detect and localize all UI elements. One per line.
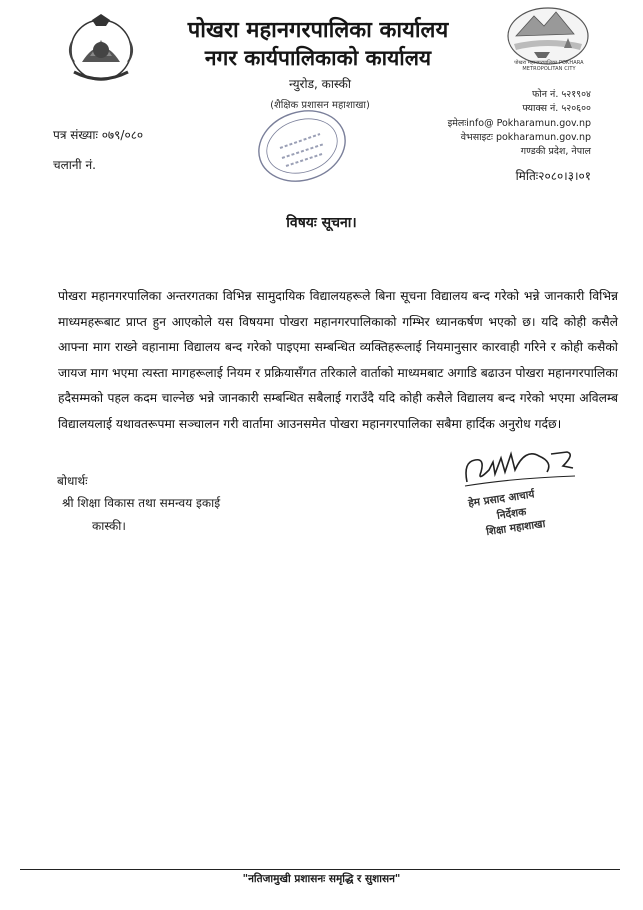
office-stamp-icon [250, 108, 350, 184]
letter-date: मितिः२०८०।३।०१ [515, 169, 591, 183]
nepal-emblem-icon [62, 12, 140, 86]
office-location: न्युरोड, कास्की [289, 77, 351, 91]
signatory-department: शिक्षा महाशाखा [485, 517, 547, 539]
office-title: नगर कार्यपालिकाको कार्यालय [204, 45, 432, 70]
cc-recipient: श्री शिक्षा विकास तथा समन्वय इकाई [62, 496, 221, 510]
email-address: इमेलःinfo@ Pokharamun.gov.np [447, 118, 591, 129]
signatory-name: हेम प्रसाद आचार्य [467, 488, 536, 510]
footer-divider [20, 869, 620, 870]
province-name: गण्डकी प्रदेश, नेपाल [520, 146, 591, 157]
cc-recipient-location: कास्की। [92, 519, 126, 533]
footer-slogan: "नतिजामुखी प्रशासनः समृद्धि र सुशासन" [242, 873, 401, 885]
branch-name: (शैक्षिक प्रशासन महाशाखा) [270, 100, 370, 111]
letter-number: पत्र संख्याः ०७९/०८० [53, 128, 144, 142]
website-address: वेभसाइटः pokharamun.gov.np [460, 132, 591, 143]
letter-body: पोखरा महानगरपालिका अन्तरगतका विभिन्न सामुदायिक विद्यालयहरूले बिना सूचना विद्यालय बन्द गरेको भन्ने जानकारी विभिन्न माध्यमहरूबाट प्राप्त हुन आएकोले यस विषयमा पोखरा महानगरपालिकाको गम्भिर ध्यानकर्षण भएको छ। यदि कोही कसैले आफ्ना माग राख्ने वहानामा विद्यालय बन्द गरेको पाइएमा सम्बन्धित व्यक्तिहरूलाई नियमानुसार कारवाही गरिने र कोही कसैको जायज माग भएमा त्यस्ता मागहरूलाई नियम र प्रक्रियासँगत तरिकाले वार्ताको माध्यमबाट अगाडि बढाउन पोखरा महानगरपालिका हदैसम्मको पहल कदम चाल्नेछ भन्ने जानकारी सम्बन्धित सबैलाई गराउँदै यदि कोही कसैले विद्यालय बन्द गरेको भएमा अविलम्ब विद्यालयलाई यथावतरूपमा सञ्चालन गरी वार्तामा आउनसमेत पोखरा महानगरपालिका सबैमा हार्दिक अनुरोध गर्दछ। [58, 289, 618, 431]
city-logo-caption: पोखरा महानगरपालिका POKHARA METROPOLITAN CITY [514, 60, 584, 72]
signatory-title: निर्देशक [496, 506, 528, 522]
letter-subject: विषयः सूचना। [286, 215, 357, 231]
dispatch-number: चलानी नं. [53, 158, 96, 172]
organization-title: पोखरा महानगरपालिका कार्यालय [187, 17, 449, 43]
phone-number: फोन नं. ५२१९०४ [531, 89, 591, 100]
cc-label: बोधार्थः [57, 474, 88, 488]
fax-number: फ्याक्स नं. ५२०६०० [522, 103, 591, 114]
